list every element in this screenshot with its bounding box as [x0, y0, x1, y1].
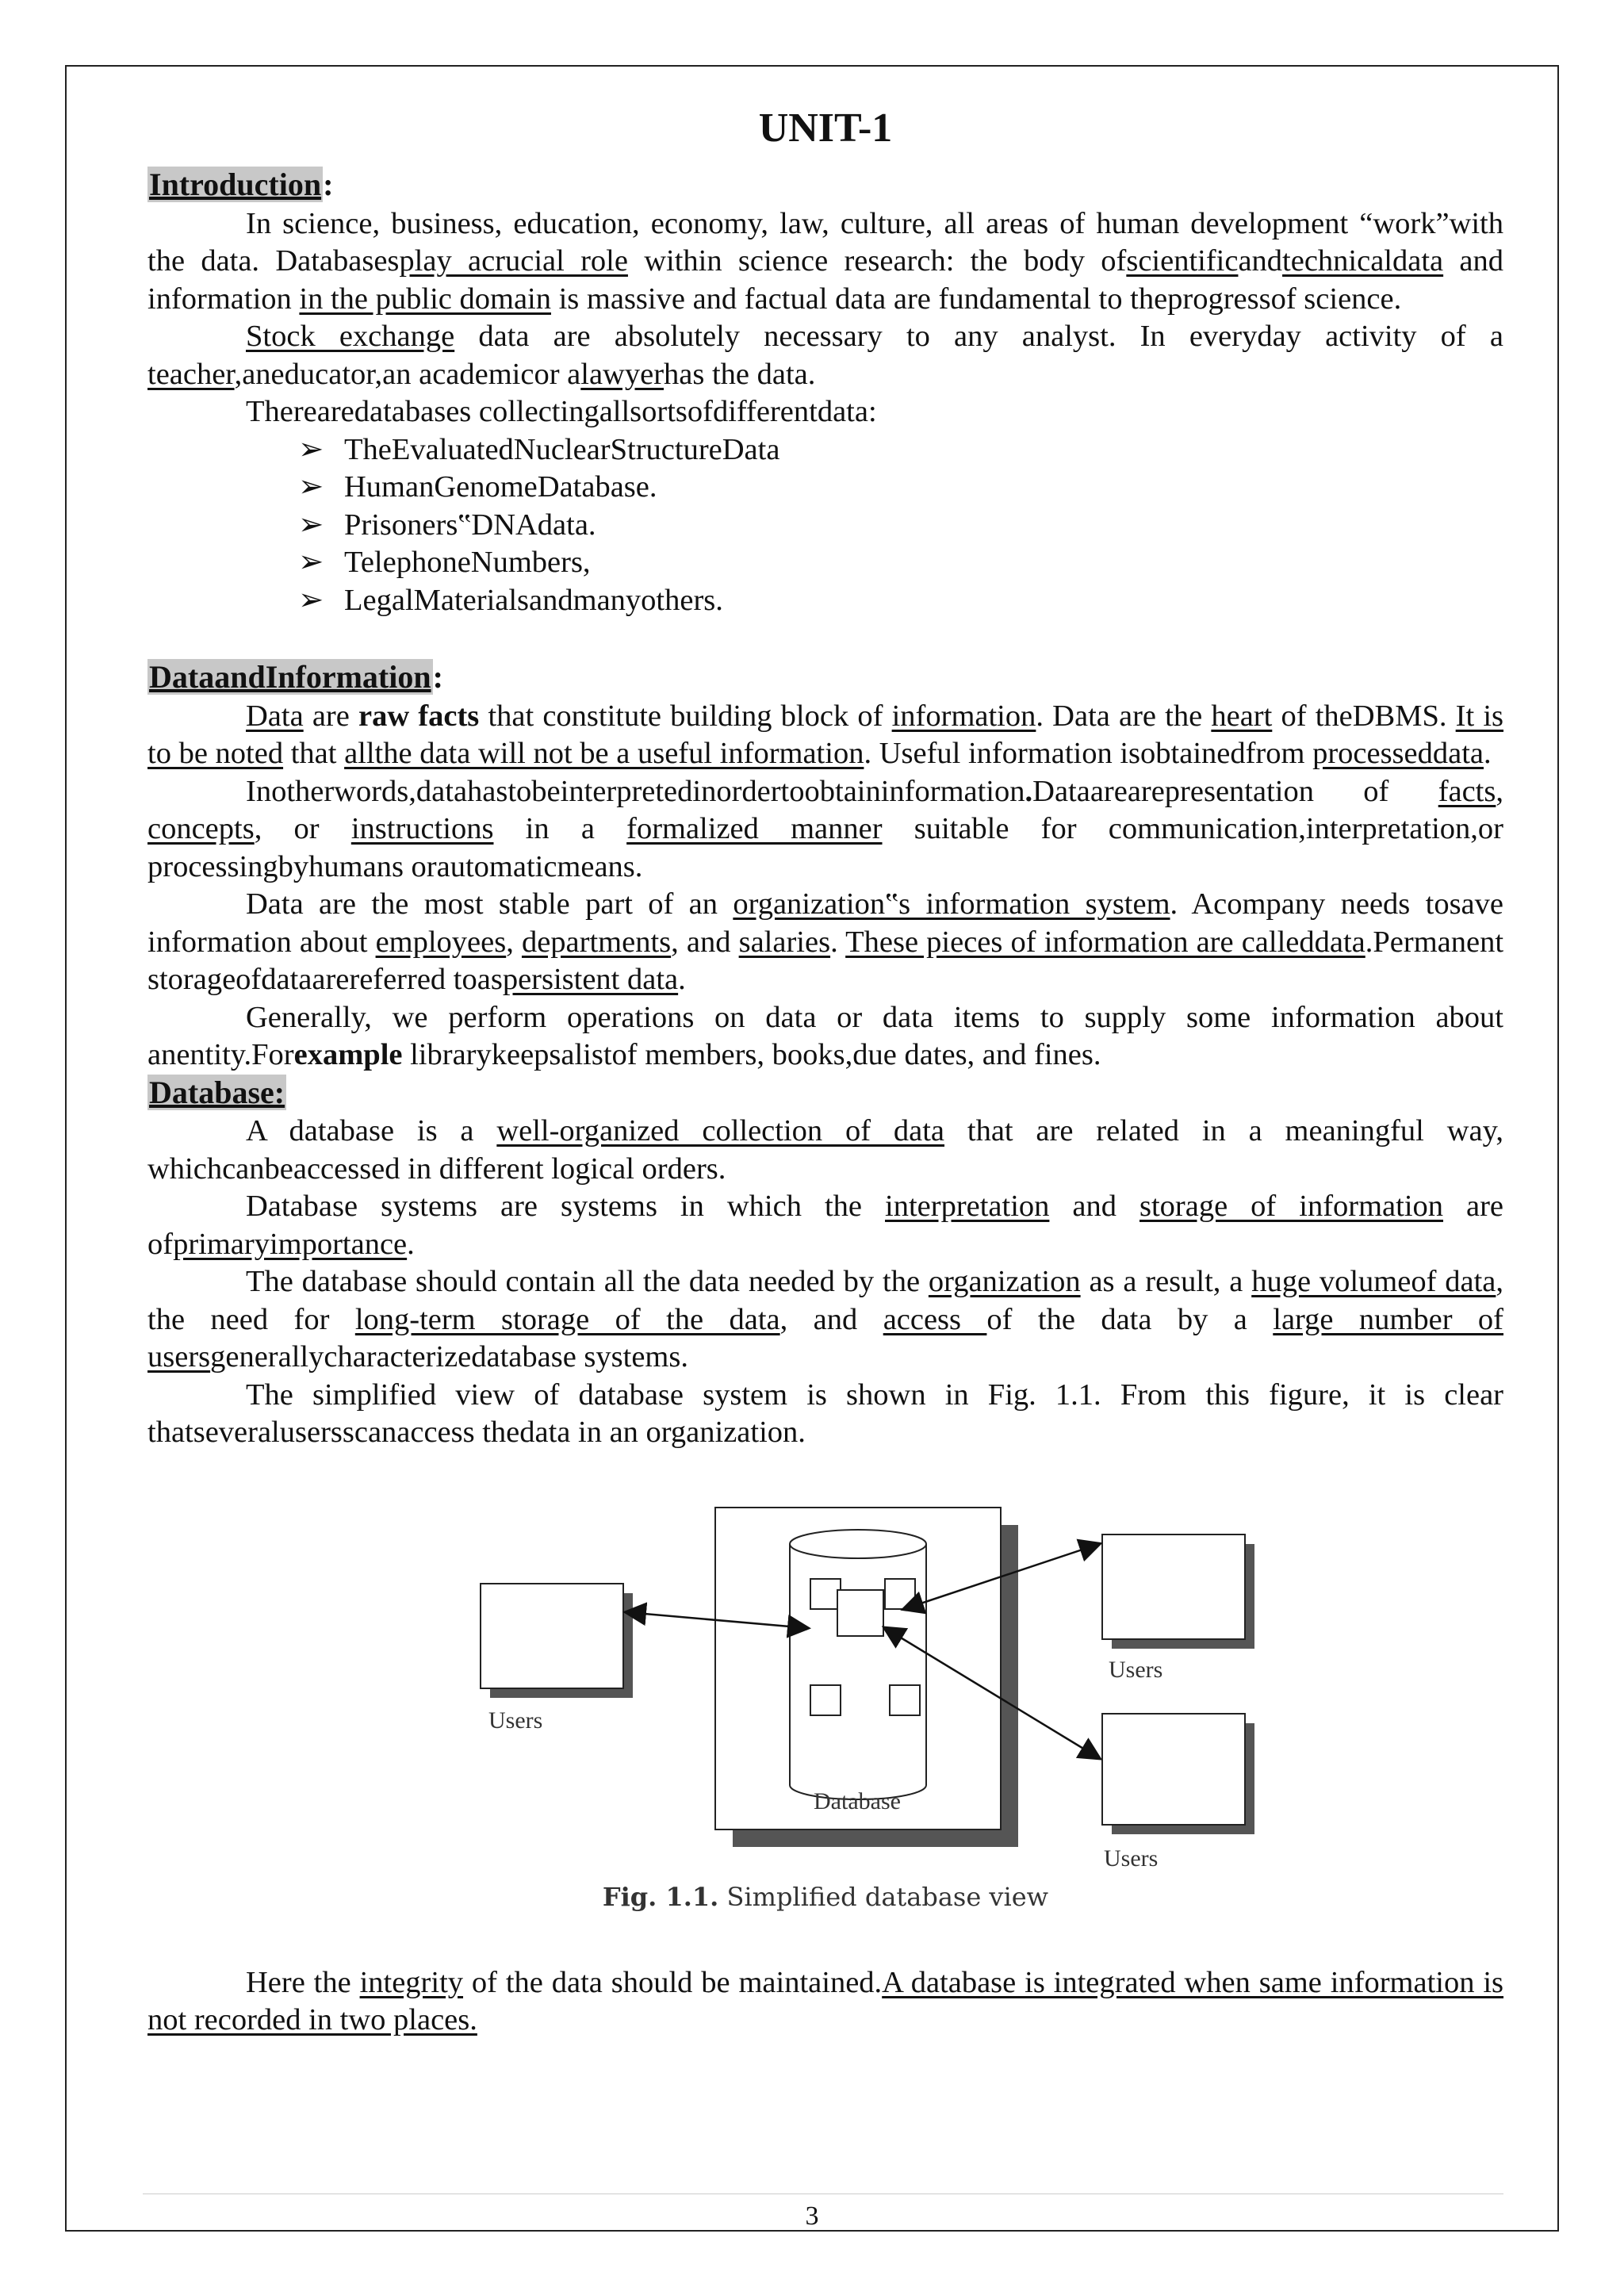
- intro-paragraph-1: In science, business, education, economy, law, culture, all areas of human development “work”with the data. Databasesplay acrucial role within science research: the body ofscientificandtechnicaldata and information in the public domain is massive and factual data are fundamental to theprogressof science.: [147, 206, 1503, 316]
- list-item: ➢ HumanGenomeDatabase.: [298, 469, 1503, 507]
- section-heading-database: Database:: [149, 1074, 285, 1110]
- document-body: [147, 105, 1503, 2040]
- database-paragraph-3: The database should contain all the data needed by the organization as a result, a huge volumeof data, the need for long-term storage of the data, and access of the data by a large number of usersgenerallycharacterizedatabase systems.: [147, 1265, 1503, 1374]
- figure-caption: Fig. 1.1. Simplified database view: [602, 1881, 1049, 1912]
- users-label-top-right: Users: [1109, 1656, 1163, 1683]
- page-title: UNIT-1: [758, 105, 893, 151]
- section-heading-introduction: Introduction:: [149, 167, 334, 202]
- data-paragraph-4: Generally, we perform operations on data or data items to supply some information about anentity.Forexample librarykeepsalistof members, books,due dates, and fines.: [147, 1000, 1503, 1071]
- users-box-bottom-right: [1102, 1714, 1254, 1834]
- users-box-top-right: [1102, 1534, 1254, 1649]
- users-label-bottom-right: Users: [1104, 1845, 1159, 1872]
- closing-paragraph: Here the integrity of the data should be maintained.A database is integrated when same information is not recorded in two places.: [147, 1965, 1504, 2036]
- database-paragraph-2: Database systems are systems in which the interpretation and storage of information are ofprimaryimportance.: [147, 1190, 1504, 1261]
- intro-paragraph-2: Stock exchange data are absolutely necessary to any analyst. In everyday activity of a teacher,aneducator,an academicor alawyerhas the data.: [147, 320, 1503, 391]
- arrow-bullet-icon: ➢: [298, 546, 324, 579]
- section-heading-data-and-information: DataandInformation:: [149, 659, 443, 695]
- footer-rule: [143, 2193, 1503, 2194]
- intro-paragraph-3: Therearedatabases collectingallsortsofdifferentdata:: [246, 395, 877, 428]
- data-paragraph-1: Data are raw facts that constitute building block of information. Data are the heart of theDBMS. It is to be noted that allthe data will not be a useful information. Useful information isobtainedfrom processeddata.: [147, 699, 1504, 770]
- arrow-bullet-icon: ➢: [298, 508, 324, 542]
- arrow-bullet-icon: ➢: [298, 583, 324, 617]
- users-label-left: Users: [488, 1707, 543, 1734]
- arrow-bullet-icon: ➢: [298, 432, 324, 466]
- page-number: 3: [805, 2201, 819, 2231]
- data-paragraph-3: Data are the most stable part of an organization‟s information system. Acompany needs tosave information about employees, departments, and salaries. These pieces of information are calleddata.Permanent storageofdataarereferred toaspersistent data.: [147, 887, 1504, 996]
- list-item: ➢ Prisoners‟DNAdata.: [298, 507, 1503, 545]
- arrow-bullet-icon: ➢: [298, 470, 324, 504]
- list-item: ➢ TheEvaluatedNuclearStructureData: [298, 431, 1503, 469]
- database-paragraph-1: A database is a well-organized collection of data that are related in a meaningful way, whichcanbeaccessed in different logical orders.: [147, 1114, 1503, 1186]
- database-examples-list: [147, 431, 1503, 620]
- users-box-left: [481, 1584, 633, 1698]
- list-item: ➢ LegalMaterialsandmanyothers.: [298, 582, 1503, 620]
- list-item: ➢ TelephoneNumbers,: [298, 544, 1503, 582]
- database-paragraph-4: The simplified view of database system is shown in Fig. 1.1. From this figure, it is clear thatseveralusersscanaccess thedata in an organization.: [147, 1377, 1503, 1449]
- data-paragraph-2: Inotherwords,datahastobeinterpretedinordertoobtaininformation.Dataarearepresentation of facts, concepts, or instructions in a formalized manner suitable for communication,interpretation,or processingbyhumans orautomaticmeans.: [147, 774, 1503, 883]
- database-label: Database: [814, 1787, 901, 1814]
- database-figure: [147, 1492, 1503, 1915]
